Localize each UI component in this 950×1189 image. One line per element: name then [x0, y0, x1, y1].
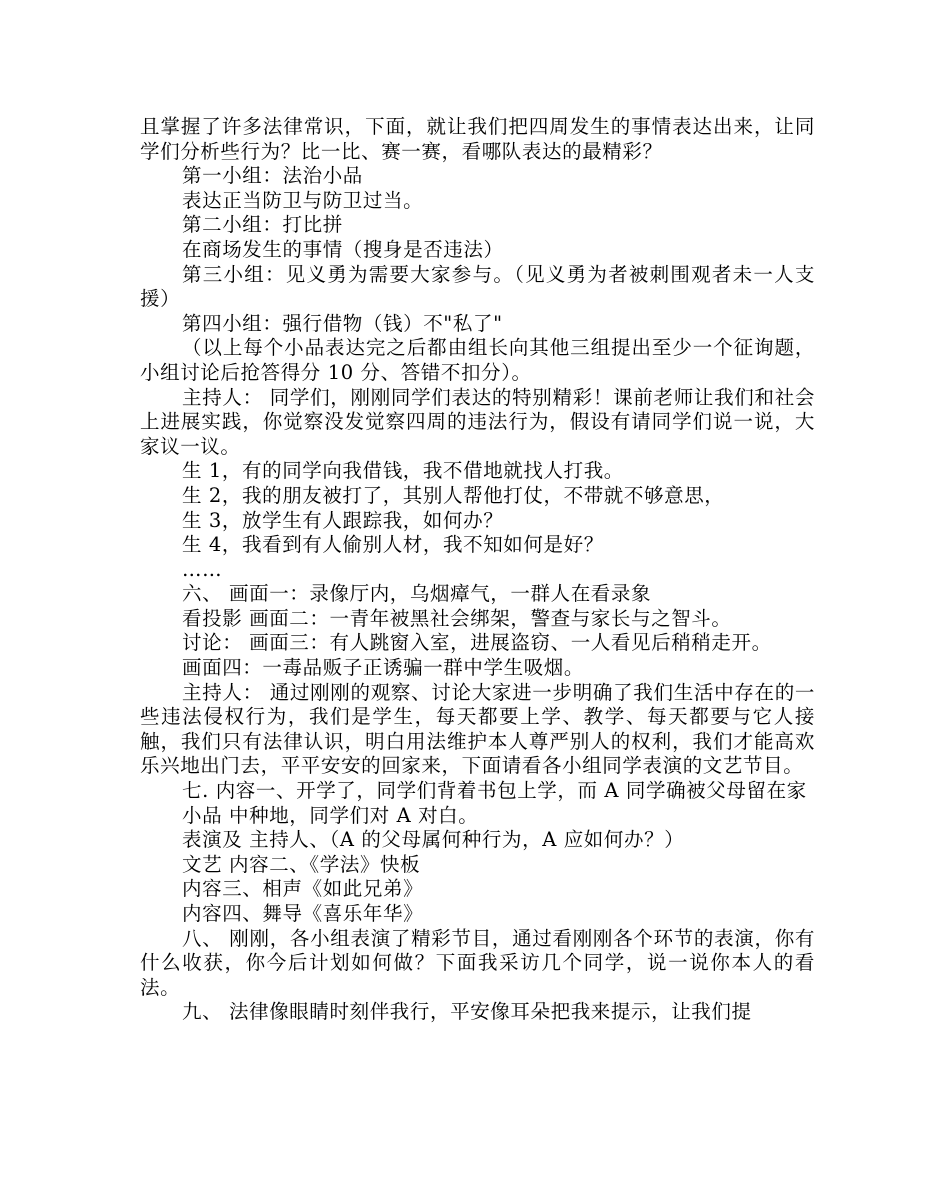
- paragraph: 在商场发生的事情（搜身是否违法）: [182, 237, 504, 261]
- paragraph: 画面四：一毒品贩子正诱骗一群中学生吸烟。: [182, 656, 585, 680]
- paragraph: 生 3，放学生有人跟踪我，如何办？: [182, 508, 504, 532]
- paragraph: 八、 刚刚，各小组表演了精彩节目，通过看刚刚各个环节的表演，你有什么收获，你今后计划如何做？下面我采访几个同学，说一说你本人的看法。: [140, 926, 815, 999]
- paragraph: 第三小组：见义勇为需要大家参与。（见义勇为者被刺围观者未一人支援）: [140, 262, 815, 311]
- paragraph: 七. 内容一、开学了，同学们背着书包上学，而 A 同学确被父母留在家: [182, 779, 807, 803]
- paragraph: 第四小组：强行借物（钱）不"私了": [182, 311, 503, 335]
- paragraph: 看投影 画面二：一青年被黑社会绑架，警查与家长与之智斗。: [182, 606, 732, 630]
- paragraph: 生 2，我的朋友被打了，其别人帮他打仗，不带就不够意思，: [182, 483, 725, 507]
- paragraph: 文艺 内容二、《学法》快板: [182, 852, 421, 876]
- paragraph: ……: [182, 557, 223, 581]
- paragraph: 内容四、舞导《喜乐年华》: [182, 902, 424, 925]
- paragraph: 内容三、相声《如此兄弟》: [182, 877, 424, 901]
- paragraph: （以上每个小品表达完之后都由组长向其他三组提出至少一个征询题，小组讨论后抢答得分 10 分、答错不扣分）。: [140, 336, 815, 384]
- paragraph: 表演及 主持人、（A 的父母属何种行为，A 应如何办？）: [182, 828, 685, 852]
- paragraph: 小品 中种地，同学们对 A 对白。: [182, 803, 479, 827]
- document-body: [140, 115, 815, 1025]
- paragraph: 六、 画面一：录像厅内，乌烟瘴气，一群人在看录象: [182, 582, 652, 606]
- paragraph: 生 4，我看到有人偷别人材，我不知如何是好？: [182, 533, 604, 557]
- paragraph: 表达正当防卫与防卫过当。: [182, 188, 424, 212]
- paragraph: 主持人： 同学们，刚刚同学们表达的特别精彩！课前老师让我们和社会上进展实践，你觉察没发觉察四周的违法行为，假设有请同学们说一说，大家议一议。: [140, 385, 815, 458]
- paragraph: 讨论： 画面三：有人跳窗入室，进展盗窃、一人看见后稍稍走开。: [182, 631, 772, 655]
- paragraph: 且掌握了许多法律常识，下面，就让我们把四周发生的事情表达出来，让同学们分析些行为？比一比、赛一赛，看哪队表达的最精彩？: [140, 115, 815, 163]
- paragraph: 主持人： 通过刚刚的观察、讨论大家进一步明确了我们生活中存在的一些违法侵权行为，我们是学生，每天都要上学、教学、每天都要与它人接触，我们只有法律认识，明白用法维护本人尊严别人的权利，我们才能高欢乐兴地出门去，平平安安的回家来，下面请看各小组同学表演的文艺节目。: [140, 680, 815, 778]
- paragraph: 九、 法律像眼睛时刻伴我行，平安像耳朵把我来提示，让我们提: [182, 1000, 752, 1024]
- paragraph: 第二小组：打比拼: [182, 213, 343, 237]
- paragraph: 生 1，有的同学向我借钱，我不借地就找人打我。: [182, 459, 624, 483]
- paragraph: 第一小组：法治小品: [182, 164, 363, 188]
